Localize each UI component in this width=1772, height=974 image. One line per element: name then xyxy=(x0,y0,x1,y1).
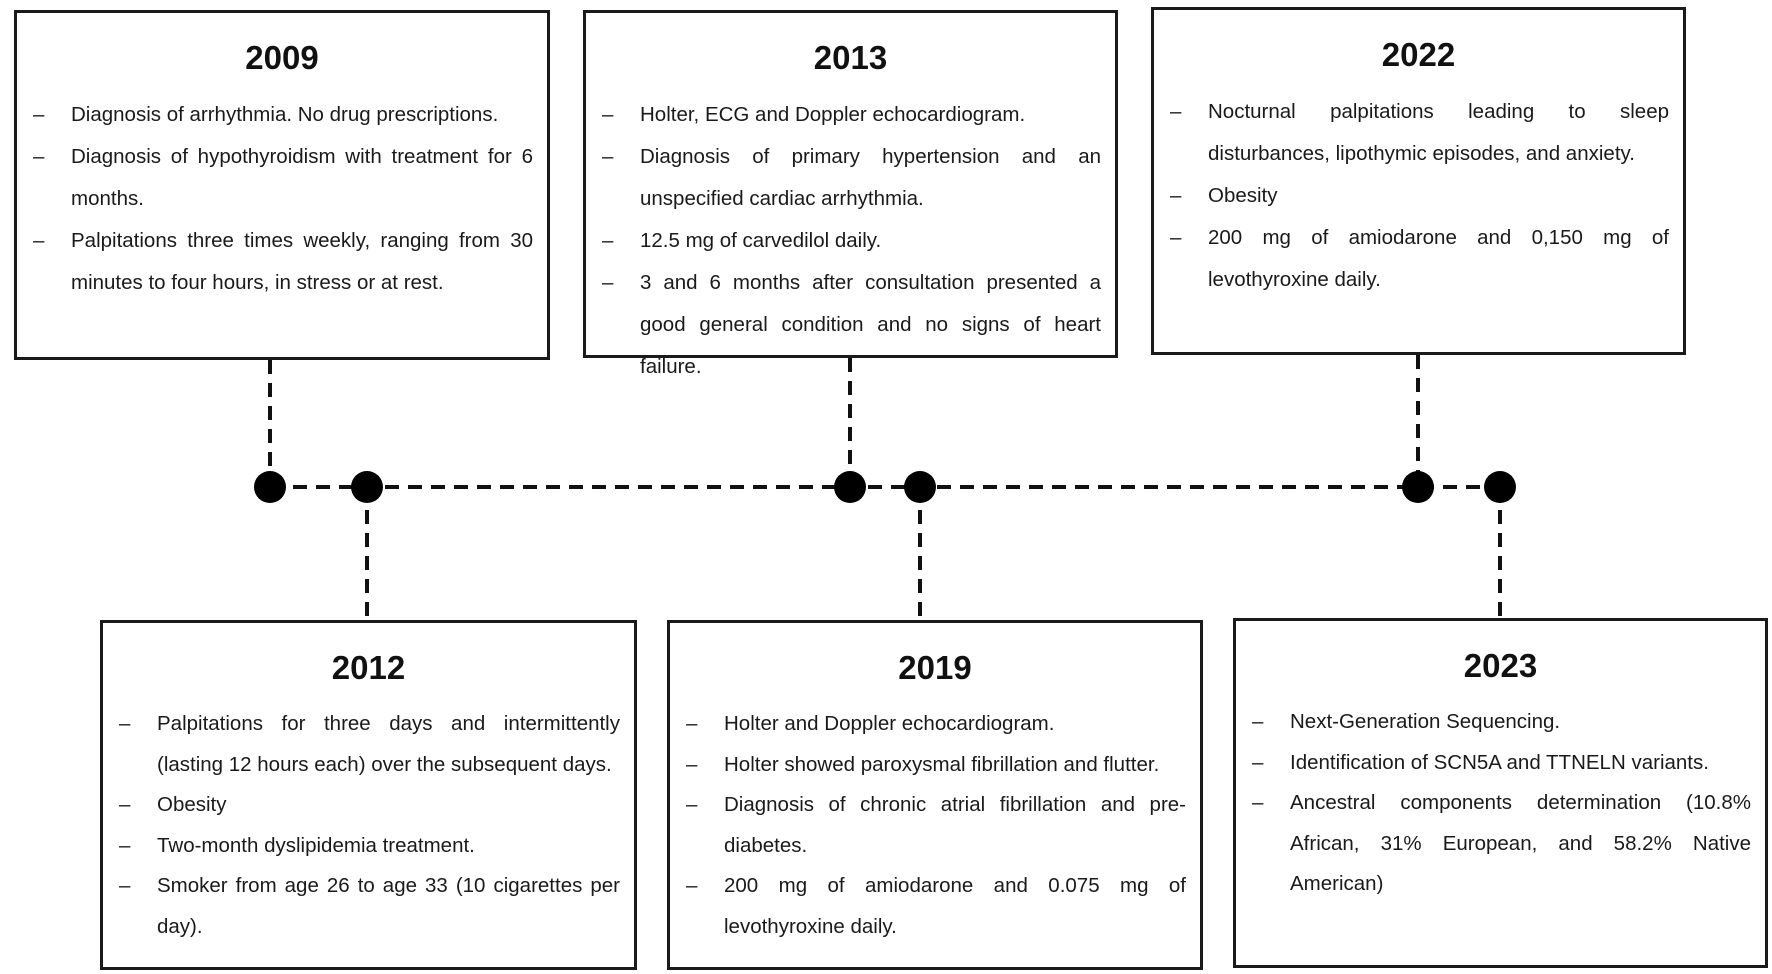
event-box-2019 xyxy=(667,620,1203,970)
timeline-dot-2009 xyxy=(254,471,286,503)
event-item: – Holter and Doppler echocardiogram. xyxy=(684,704,1186,745)
event-box-2012 xyxy=(100,620,637,970)
event-year: 2013 xyxy=(813,39,888,76)
event-item: – Diagnosis of hypothyroidism with treatment for 6 months. xyxy=(31,136,533,220)
event-item: – Holter, ECG and Doppler echocardiogram. xyxy=(600,94,1101,136)
event-item: – Next-Generation Sequencing. xyxy=(1250,702,1751,743)
event-items xyxy=(117,704,620,947)
event-items xyxy=(31,94,533,304)
event-box-2013 xyxy=(583,10,1118,378)
event-item: – 200 mg of amiodarone and 0,150 mg of levothyroxine daily. xyxy=(1168,217,1669,301)
event-item: – 3 and 6 months after consultation presented a good general condition and no signs of heart failure. xyxy=(600,262,1101,388)
event-items xyxy=(684,704,1186,947)
event-item: – 12.5 mg of carvedilol daily. xyxy=(600,220,1101,262)
event-item: – 200 mg of amiodarone and 0.075 mg of levothyroxine daily. xyxy=(684,866,1186,947)
event-item: – Two-month dyslipidemia treatment. xyxy=(117,826,620,867)
event-item: – Ancestral components determination (10.8% African, 31% European, and 58.2% Native American) xyxy=(1250,783,1751,905)
event-item: – Smoker from age 26 to age 33 (10 cigarettes per day). xyxy=(117,866,620,947)
event-item: – Palpitations for three days and intermittently (lasting 12 hours each) over the subsequent days. xyxy=(117,704,620,785)
event-item: – Diagnosis of chronic atrial fibrillation and pre-diabetes. xyxy=(684,785,1186,866)
event-item: – Palpitations three times weekly, ranging from 30 minutes to four hours, in stress or at rest. xyxy=(31,220,533,304)
event-items xyxy=(1250,702,1751,905)
event-item: – Obesity xyxy=(117,785,620,826)
event-year: 2009 xyxy=(245,39,319,76)
timeline-dot-2022 xyxy=(1402,471,1434,503)
event-year: 2022 xyxy=(1381,36,1456,73)
event-item: – Holter showed paroxysmal fibrillation and flutter. xyxy=(684,745,1186,786)
event-year: 2012 xyxy=(331,649,406,686)
timeline-dot-2013 xyxy=(834,471,866,503)
timeline-dot-2012 xyxy=(351,471,383,503)
timeline-dot-2023 xyxy=(1484,471,1516,503)
event-box-2022 xyxy=(1151,7,1686,355)
event-items xyxy=(1168,91,1669,301)
event-item: – Diagnosis of arrhythmia. No drug prescriptions. xyxy=(31,94,533,136)
event-item: – Diagnosis of primary hypertension and an unspecified cardiac arrhythmia. xyxy=(600,136,1101,220)
event-box-2009 xyxy=(14,10,550,360)
event-item: – Obesity xyxy=(1168,175,1669,217)
event-items xyxy=(600,94,1101,388)
timeline-dot-2019 xyxy=(904,471,936,503)
event-box-2023 xyxy=(1233,618,1768,968)
event-item: – Nocturnal palpitations leading to sleep disturbances, lipothymic episodes, and anxiety. xyxy=(1168,91,1669,175)
event-year: 2023 xyxy=(1463,647,1538,684)
event-year: 2019 xyxy=(898,649,972,686)
event-item: – Identification of SCN5A and TTNELN variants. xyxy=(1250,743,1751,784)
